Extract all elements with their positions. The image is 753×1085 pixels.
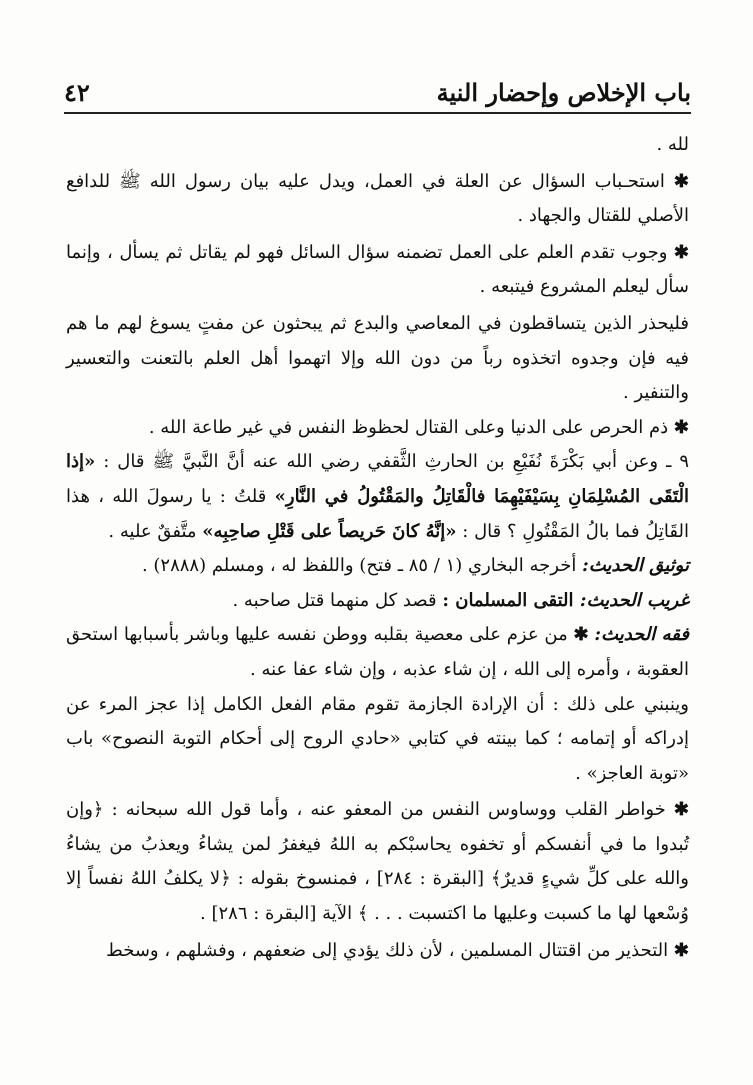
hadith-intro: ٩ ـ وعن أبي بَكْرَةَ نُفَيْعِ بن الحارثِ الثَّقفي رضي الله عنه أنَّ النَّبيَّ ﷺ قال : xyxy=(103,451,689,473)
bullet-star-icon: ✱ xyxy=(573,624,589,646)
hadith-quote: «إذا الْتَقَى المُسْلِمَانِ بِسَيْفَيْهِمَا فالْقَاتِلُ والمَقْتُولُ في النَّارِ» xyxy=(66,451,689,507)
section-label: توثيق الحديث: xyxy=(582,555,689,577)
header-rule xyxy=(64,112,691,114)
bullet-star-icon: ✱ xyxy=(673,416,689,438)
benefit-paragraph: ✱ خواطر القلب ووساوس النفس من المعفو عنه ، وأما قول الله سبحانه : ﴿وإن تُبدوا ما في أنفسكم أو تخفوه يحاسبْكم به اللهُ فيغفرُ لمن يشاءُ ويعذبُ من يشاءُ والله على كلِّ شيءٍ قديرٌ﴾ [البقرة : ٢٨٤] ، فمنسوخ بقوله : ﴿لا يكلفُ اللهُ نفساً إلا وُسْعها لها ما كسبت وعليها ما اكتسبت . . . ﴾ الآية [البقرة : ٢٨٦] . xyxy=(66,799,689,925)
page-body xyxy=(66,128,689,968)
paragraph: لله . xyxy=(656,134,689,155)
benefit-paragraph: ✱ التحذير من اقتتال المسلمين ، لأن ذلك يؤدي إلى ضعفهم ، وفشلهم ، وسخط xyxy=(106,939,689,961)
benefit-paragraph: ✱ استحـباب السؤال عن العلة في العمل، ويدل عليه بيان رسول الله ﷺ للدافع الأصلي للقتال والجهاد . xyxy=(66,170,689,227)
running-header xyxy=(64,72,691,114)
bullet-star-icon: ✱ xyxy=(673,170,689,192)
hadith-vocabulary: غريب الحديث: التقى المسلمان : قصد كل منهما قتل صاحبه . xyxy=(232,589,689,611)
section-label: غريب الحديث: xyxy=(579,589,689,611)
page-number: ٤٢ xyxy=(64,78,90,107)
hadith-quote: «إنَّهُ كانَ حَريصاً على قَتْلِ صاحِبِه» xyxy=(202,520,457,542)
hadith-fiqh: فقه الحديث: ✱ من عزم على معصية بقلبه ووطن نفسه عليها وباشر بأسبابها استحق العقوبة ، وأمره إلى الله ، إن شاء عذبه ، وإن شاء عفا عنه . xyxy=(66,624,689,680)
benefit-paragraph: ✱ ذم الحرص على الدنيا وعلى القتال لحظوظ النفس في غير طاعة الله . xyxy=(148,416,689,438)
vocabulary-term: التقى المسلمان : xyxy=(442,589,580,611)
paragraph: فليحذر الذين يتساقطون في المعاصي والبدع ثم يبحثون عن مفتٍ يسوغ لهم ما هم فيه فإن وجدوه اتخذوه رباً من دون الله وإلا اتهموا أهل العلم بالتعنت والتعسير والتنفير . xyxy=(66,312,689,404)
paragraph: وينبني على ذلك : أن الإرادة الجازمة تقوم مقام الفعل الكامل إذا عجز المرء عن إدراكه أو إتمامه ؛ كما بينته في كتابي «حادي الروح إلى أحكام التوبة النصوح» باب «توبة العاجز» . xyxy=(66,693,689,784)
benefit-paragraph: ✱ وجوب تقدم العلم على العمل تضمنه سؤال السائل فهو لم يقاتل ثم يسأل ، وإنما سأل ليعلم المشروع فيتبعه . xyxy=(66,241,689,298)
hadith-documentation: توثيق الحديث: أخرجه البخاري (١ / ٨٥ ـ فتح) واللفظ له ، ومسلم (٢٨٨٨) . xyxy=(141,555,689,577)
chapter-title: باب الإخلاص وإحضار النية xyxy=(436,78,691,107)
hadith-paragraph xyxy=(66,445,689,549)
bullet-star-icon: ✱ xyxy=(673,799,689,821)
bullet-star-icon: ✱ xyxy=(673,241,689,263)
bullet-star-icon: ✱ xyxy=(673,939,689,961)
section-label: فقه الحديث: xyxy=(594,624,689,646)
hadith-grade: متَّفقٌ عليه . xyxy=(108,520,203,542)
hadith-middle: قلتُ : يا رسولَ الله ، هذا القَاتِلُ فما بالُ المَقْتُولِ ؟ قال : xyxy=(66,485,689,542)
